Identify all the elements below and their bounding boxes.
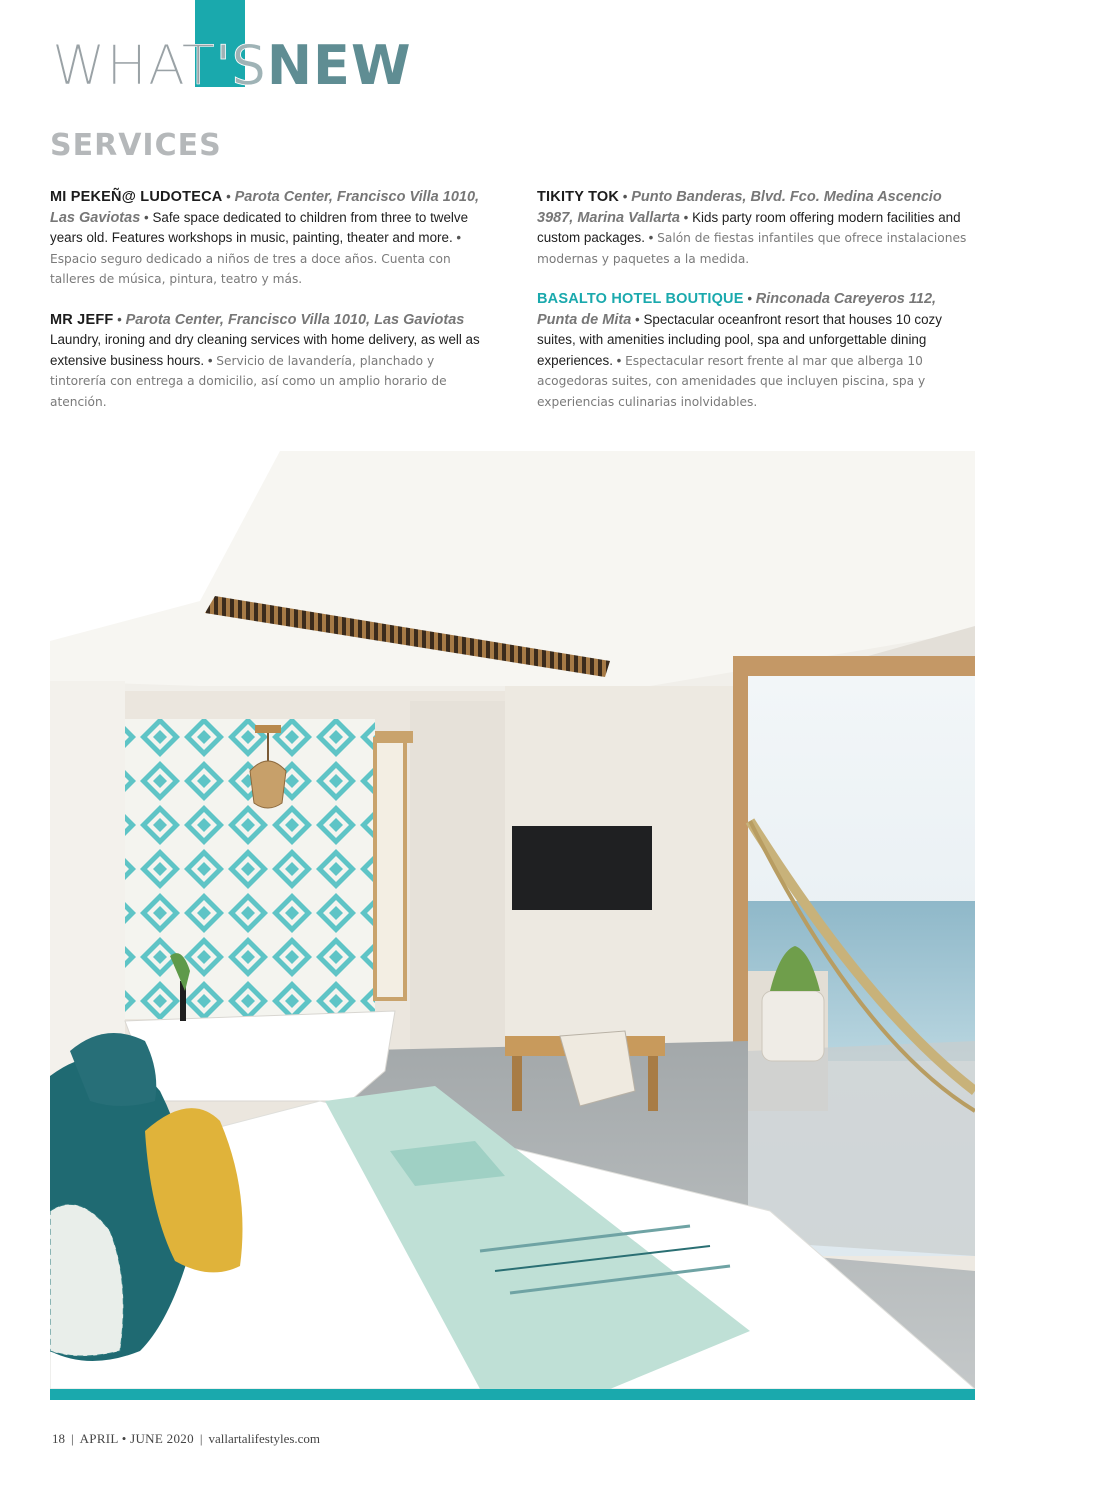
page-footer	[52, 1431, 320, 1447]
separator-dot: •	[456, 230, 462, 245]
listing-mr-jeff	[50, 310, 490, 413]
footer-divider: |	[199, 1431, 203, 1446]
separator-dot: •	[616, 352, 622, 368]
listing-description-en: Spectacular oceanfront resort that houses 10 cozy suites, with amenities including pool, spa and unforgettable dining experiences.	[537, 311, 942, 368]
page-number: 18	[52, 1431, 65, 1446]
separator-dot: •	[648, 230, 654, 245]
separator-dot: •	[622, 189, 628, 204]
separator-dot: •	[683, 209, 689, 225]
listing-address: Rinconada Careyeros 112, Punta de Mita	[537, 291, 937, 328]
separator-dot: •	[747, 291, 753, 306]
separator-dot: •	[117, 311, 122, 327]
footer-divider: |	[71, 1431, 74, 1446]
listing-address: Parota Center, Francisco Villa 1010, Las Gaviotas	[125, 311, 465, 328]
listing-description-es: Salón de fiestas infantiles que ofrece instalaciones modernas y paquetes a la medida.	[537, 231, 967, 266]
listing-description-en: Kids party room offering modern facilities and custom packages.	[537, 209, 961, 245]
listing-name: TIKITY TOK	[537, 189, 620, 205]
title-s: 'S	[215, 34, 267, 97]
listing-description-es: Espacio seguro dedicado a niños de tres a doce años. Cuenta con talleres de música, pintura, teatro y más.	[50, 251, 451, 286]
title-what: WHAT	[52, 34, 216, 97]
listing-name: MI PEKEÑ@ LUDOTECA	[50, 189, 223, 205]
photo-accent-bar	[50, 1389, 975, 1400]
issue-date: APRIL • JUNE 2020	[79, 1431, 194, 1446]
website-link[interactable]: vallartalifestyles.com	[208, 1431, 321, 1446]
listing-tikity-tok	[537, 187, 977, 269]
separator-dot: •	[144, 209, 149, 225]
page-header	[0, 0, 1100, 110]
right-column	[537, 187, 977, 432]
listing-description-en: Laundry, ironing and dry cleaning services with home delivery, as well as extensive business hours.	[50, 332, 480, 368]
listing-name: BASALTO HOTEL BOUTIQUE	[537, 291, 744, 307]
listing-basalto	[537, 289, 977, 412]
separator-dot: •	[635, 311, 640, 327]
listing-ludoteca	[50, 187, 490, 290]
listing-name: MR JEFF	[50, 311, 114, 328]
separator-dot: •	[226, 189, 231, 204]
hotel-room-illustration	[50, 451, 975, 1389]
listing-address: Punto Banderas, Blvd. Fco. Medina Ascencio 3987, Marina Vallarta	[537, 189, 942, 226]
listing-description-en: Safe space dedicated to children from three to twelve years old. Features workshops in music, painting, theater and more.	[50, 209, 469, 245]
section-title: SERVICES	[50, 128, 222, 163]
listing-address: Parota Center, Francisco Villa 1010, Las Gaviotas	[50, 189, 480, 226]
title-new: NEW	[266, 34, 412, 97]
page-title	[52, 36, 412, 96]
listing-description-es: Espectacular resort frente al mar que alberga 10 acogedoras suites, con amenidades que incluyen piscina, spa y experiencias culinarias inolvidables.	[537, 353, 926, 409]
left-column	[50, 187, 490, 432]
separator-dot: •	[207, 352, 213, 368]
listing-description-es: Servicio de lavandería, planchado y tintorería con entrega a domicilio, así como un amplio horario de atención.	[50, 353, 447, 409]
hotel-room-photo	[50, 451, 975, 1389]
